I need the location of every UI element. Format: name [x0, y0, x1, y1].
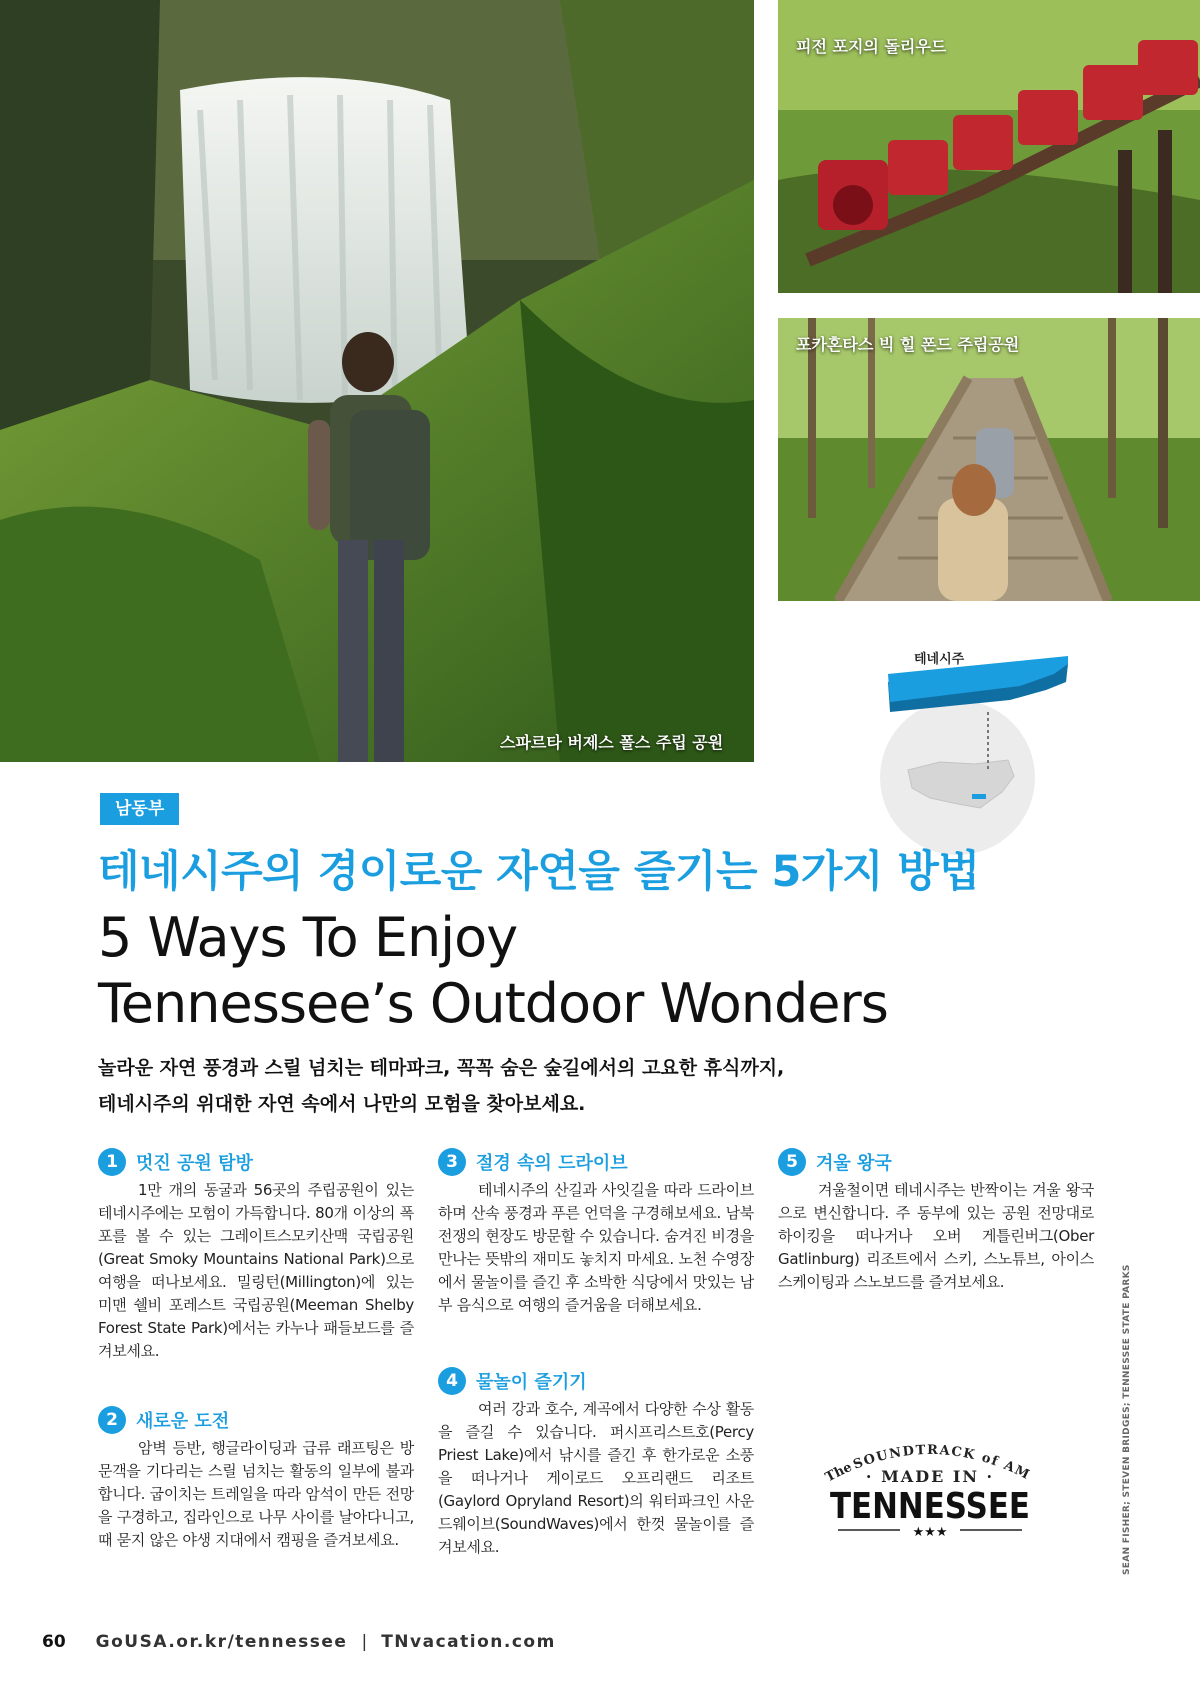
subtitle-line-2: 테네시주의 위대한 자연 속에서 나만의 모험을 찾아보세요. — [98, 1093, 586, 1115]
tennessee-locator-map — [870, 640, 1100, 830]
photo-caption: 포카혼타스 빅 힐 폰드 주립공원 — [796, 335, 1020, 354]
logo-graphic — [800, 1420, 1060, 1540]
logo-state-name: TENNESSEE — [830, 1486, 1030, 1527]
number-badge: 4 — [438, 1367, 466, 1395]
number-badge: 1 — [98, 1148, 126, 1176]
section-title: 물놀이 즐기기 — [476, 1372, 587, 1393]
page-title-english — [98, 905, 888, 1037]
section-winter — [778, 1147, 1094, 1294]
section-header — [98, 1405, 414, 1435]
section-body: 여러 강과 호수, 계곡에서 다양한 수상 활동을 즐길 수 있습니다. 퍼시프리스트호(Percy Priest Lake)에서 낚시를 즐긴 후 한가로운 소풍을 떠나거나 게이로드 오프리랜드 리조트(Gaylord Opryland Resort)의 워터파크인 사운드웨이브(SoundWaves)에서 한껏 물놀이를 즐겨보세요. — [438, 1400, 754, 1556]
section-header — [98, 1147, 414, 1177]
footer-link-gousa[interactable]: GoUSA.or.kr/tennessee — [95, 1632, 348, 1652]
logo-made-in: · MADE IN · — [865, 1467, 995, 1486]
title-en-line-2: Tennessee’s Outdoor Wonders — [98, 972, 888, 1035]
subtitle-line-1: 놀라운 자연 풍경과 스릴 넘치는 테마파크, 꼭꼭 숨은 숲길에서의 고요한 휴식까지, — [98, 1057, 785, 1079]
section-header — [438, 1147, 754, 1177]
photo-boardwalk — [778, 318, 1200, 601]
section-header — [438, 1366, 754, 1396]
section-parks — [98, 1147, 414, 1363]
footer-separator: | — [361, 1632, 368, 1652]
section-title: 멋진 공원 탐방 — [136, 1153, 253, 1174]
tennessee-state-shape-icon — [870, 640, 1100, 830]
waterfall-photo-illustration — [0, 0, 754, 762]
logo-stars-icon: ★★★ — [912, 1525, 948, 1540]
number-badge: 5 — [778, 1148, 806, 1176]
page-footer — [42, 1632, 556, 1652]
section-title: 겨울 왕국 — [816, 1153, 892, 1174]
locator-label: 테네시주 — [914, 652, 965, 667]
title-en-line-1: 5 Ways To Enjoy — [98, 906, 518, 969]
section-body: 겨울철이면 테네시주는 반짝이는 겨울 왕국으로 변신합니다. 주 동부에 있는 공원 전망대로 하이킹을 떠나거나 오버 게틀린버그(Ober Gatlinburg) 리조트에서 스키, 스노튜브, 아이스 스케이팅과 스노보드를 즐겨보세요. — [778, 1181, 1094, 1291]
section-body: 1만 개의 동굴과 56곳의 주립공원이 있는 테네시주에는 모험이 가득합니다. 80개 이상의 폭포를 볼 수 있는 그레이트스모키산맥 국립공원(Great Smoky Mountains National Park)으로 여행을 떠나보세요. 밀링턴(Millington)에 있는 미맨 쉘비 포레스트 국립공원(Meeman Shelby Forest State Park)에서는 카누나 패들보드를 즐겨보세요. — [98, 1181, 414, 1360]
section-header — [778, 1147, 1094, 1177]
boardwalk-photo-illustration — [778, 318, 1200, 601]
logo-arc-the: The — [822, 1459, 855, 1486]
logo-arc-text: SOUNDTRACK of AM — [851, 1442, 1033, 1484]
section-title: 새로운 도전 — [136, 1411, 230, 1432]
footer-link-tnvacation[interactable]: TNvacation.com — [381, 1632, 556, 1652]
photo-caption: 스파르타 버제스 폴스 주립 공원 — [500, 733, 724, 752]
photo-waterfall-hiker — [0, 0, 754, 762]
photo-caption: 피전 포지의 돌리우드 — [796, 37, 947, 56]
section-water-play — [438, 1366, 754, 1559]
page-title-korean: 테네시주의 경이로운 자연을 즐기는 5가지 방법 — [98, 847, 980, 897]
page-number: 60 — [42, 1632, 66, 1652]
number-badge: 2 — [98, 1406, 126, 1434]
section-challenge — [98, 1405, 414, 1552]
made-in-tennessee-logo — [800, 1420, 1060, 1540]
page-subtitle — [98, 1050, 998, 1122]
photo-credits: SEAN FISHER; STEVEN BRIDGES; TENNESSEE STATE PARKS — [1122, 1264, 1132, 1575]
section-body: 암벽 등반, 행글라이딩과 급류 래프팅은 방문객을 기다리는 스릴 넘치는 활동의 일부에 불과합니다. 굽이치는 트레일을 따라 암석이 만든 전망을 구경하고, 집라인으로 나무 사이를 날아다니고, 때 묻지 않은 야생 지대에서 캠핑을 즐겨보세요. — [98, 1439, 414, 1549]
section-title: 절경 속의 드라이브 — [476, 1153, 628, 1174]
photo-roller-coaster — [778, 0, 1200, 293]
number-badge: 3 — [438, 1148, 466, 1176]
section-body: 테네시주의 산길과 사잇길을 따라 드라이브하며 산속 풍경과 푸른 언덕을 구경해보세요. 남북 전쟁의 현장도 방문할 수 있습니다. 숨겨진 비경을 만나는 뜻밖의 재미도 놓치지 마세요. 노천 수영장에서 물놀이를 즐긴 후 소박한 식당에서 맛있는 남부 음식으로 여행의 즐거움을 더해보세요. — [438, 1181, 754, 1314]
section-scenic-drive — [438, 1147, 754, 1317]
region-tag: 남동부 — [100, 793, 179, 825]
